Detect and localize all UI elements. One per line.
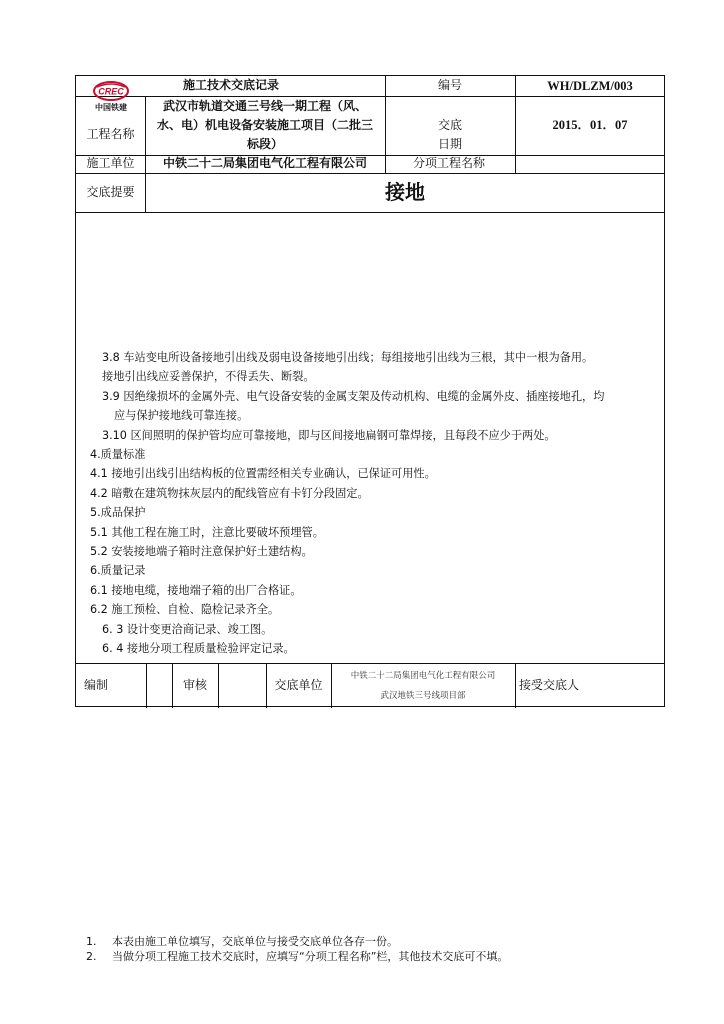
unit-value: 中铁二十二局集团电气化工程有限公司 (162, 156, 367, 171)
note-text: 当做分项工程施工技术交底时，应填写“分项工程名称”栏，其他技术交底可不填。 (112, 950, 509, 963)
project-name-line: 水、电）机电设备安装施工项目（二批三 (156, 118, 373, 132)
content-line: 3.10 区间照明的保护管均应可靠接地，即与区间接地扁钢可靠焊接，且每段不应少于两处。 (102, 428, 556, 442)
form-title: 施工技术交底记录 (183, 78, 280, 93)
issuer-label: 交底单位 (274, 677, 323, 692)
subproject-value (515, 155, 665, 173)
summary-value: 接地 (385, 180, 425, 204)
number-value: WH/DLZM/003 (547, 78, 633, 93)
note-number: 2. (86, 950, 97, 963)
content-line: 5.2 安装接地端子箱时注意保护好土建结构。 (90, 545, 313, 559)
note-item (86, 949, 508, 964)
content-body (90, 348, 660, 659)
content-line: 4.2 暗敷在建筑物抹灰层内的配线管应有卡钉分段固定。 (90, 486, 369, 500)
reviewer-label: 审核 (182, 677, 207, 692)
content-line: 5.1 其他工程在施工时，注意比要破坏预埋管。 (90, 525, 324, 539)
issuer-value-line: 中铁二十二局集团电气化工程有限公司 (350, 670, 496, 681)
content-line: 4.1 接地引出线引出结构板的位置需经相关专业确认，已保证可用性。 (90, 467, 436, 481)
number-label: 编号 (437, 78, 462, 93)
project-label: 工程名称 (86, 127, 135, 141)
content-line: 6. 3 设计变更洽商记录、竣工图。 (102, 622, 273, 636)
content-line: 6. 4 接地分项工程质量检验评定记录。 (102, 642, 295, 656)
date-label-line: 日期 (437, 136, 462, 151)
issuer-value-line: 武汉地铁三号线项目部 (380, 690, 466, 701)
compiler-label: 编制 (84, 677, 109, 692)
summary-label: 交底提要 (86, 184, 135, 199)
receiver-label: 接受交底人 (519, 677, 580, 692)
form-notes (86, 934, 508, 964)
content-line: 6.2 施工预检、自检、隐检记录齐全。 (90, 603, 280, 617)
logo-caption: 中国铁建 (95, 103, 127, 112)
date-value: 2015．01．07 (552, 118, 628, 133)
project-name-line: 武汉市轨道交通三号线一期工程（风、 (162, 99, 367, 113)
note-number: 1. (86, 935, 97, 948)
issuer-value (331, 663, 515, 708)
unit-label: 施工单位 (86, 156, 135, 171)
content-line: 接地引出线应妥善保护，不得丢失、断裂。 (102, 370, 315, 384)
project-name (145, 96, 385, 155)
content-line: 6.1 接地电缆，接地端子箱的出厂合格证。 (90, 583, 302, 597)
col-divider (146, 663, 147, 708)
col-divider (218, 663, 219, 708)
subproject-label: 分项工程名称 (413, 156, 486, 171)
note-text: 本表由施工单位填写，交底单位与接受交底单位各存一份。 (112, 935, 398, 948)
content-line: 3.9 因绝缘损坏的金属外壳、电气设备安装的金属支架及传动机构、电缆的金属外皮、插座接地孔，均 (102, 389, 605, 403)
content-line: 应与保护接地线可靠连接。 (114, 409, 249, 423)
project-name-line: 标段） (246, 137, 283, 151)
content-line: 3.8 车站变电所设备接地引出线及弱电设备接地引出线；每组接地引出线为三根，其中一根为备用。 (102, 351, 594, 364)
content-line: 4.质量标准 (90, 448, 146, 462)
content-line: 6.质量记录 (90, 564, 146, 578)
row-divider (76, 212, 664, 213)
date-label-line: 交底 (437, 117, 462, 132)
technical-briefing-form (75, 75, 665, 707)
note-item (86, 934, 508, 949)
content-line: 5.成品保护 (90, 506, 146, 520)
crcc-emblem-text: CREC (98, 86, 124, 97)
